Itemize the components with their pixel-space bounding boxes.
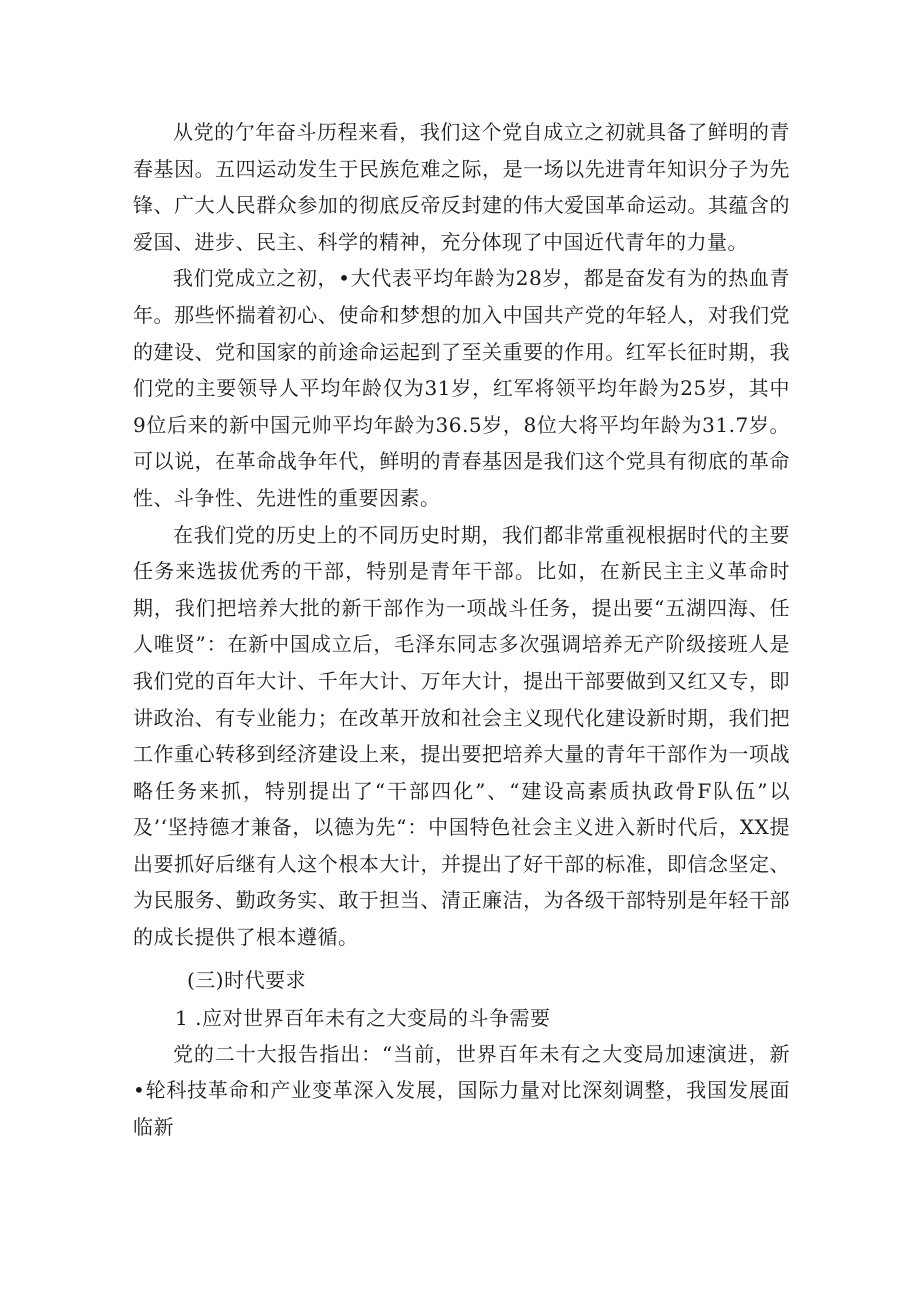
paragraph-congress-report: 党的二十大报告指出：“当前，世界百年未有之大变局加速演进，新•轮科技革命和产业变革深入发展，国际力量对比深刻调整，我国发展面临新 bbox=[133, 1041, 790, 1139]
document-body bbox=[133, 114, 790, 1145]
sub-heading: 1 .应对世界百年未有之大变局的斗争需要 bbox=[175, 1005, 551, 1030]
paragraph-founding-age: 我们党成立之初，•大代表平均年龄为28岁，都是奋发有为的热血青年。那些怀揣着初心、使命和梦想的加入中国共产党的年轻人，对我们党的建设、党和国家的前途命运起到了至关重要的作用。红军长征时期，我们党的主要领导人平均年龄仅为31岁，红军将领平均年龄为25岁，其中9位后来的新中国元帅平均年龄为36.5岁，8位大将平均年龄为31.7岁。可以说，在革命战争年代，鲜明的青春基因是我们这个党具有彻底的革命性、斗争性、先进性的重要因素。 bbox=[133, 266, 790, 510]
paragraph-party-history: 从党的亇年奋斗历程来看，我们这个党自成立之初就具备了鲜明的青春基因。五四运动发生于民族危难之际，是一场以先进青年知识分子为先锋、广大人民群众参加的彻底反帝反封建的伟大爱国革命运动。其蕴含的爱国、进步、民主、科学的精神，充分体现了中国近代青年的力量。 bbox=[133, 120, 790, 254]
section-heading: (三)时代要求 bbox=[187, 967, 307, 992]
paragraph-cadre-selection: 在我们党的历史上的不同历史时期，我们都非常重视根据时代的主要任务来选拔优秀的干部，特别是青年干部。比如，在新民主主义革命时期，我们把培养大批的新干部作为一项战斗任务，提出要“五湖四海、任人唯贤”：在新中国成立后，毛泽东同志多次强调培养无产阶级接班人是我们党的百年大计、千年大计、万年大计，提出干部要做到又红又专，即讲政治、有专业能力；在改革开放和社会主义现代化建设新时期，我们把工作重心转移到经济建设上来，提出要把培养大量的青年干部作为一项战略任务来抓，特别提出了“干部四化”、“建设高素质执政骨F队伍”以及’‘坚持德才兼备，以德为先“：中国特色社会主义进入新时代后，XX提出要抓好后继有人这个根本大计，并提出了好干部的标准，即信念坚定、为民服务、勤政务实、敢于担当、清正廉洁，为各级干部特别是年轻干部的成长提供了根本遵循。 bbox=[133, 522, 790, 950]
